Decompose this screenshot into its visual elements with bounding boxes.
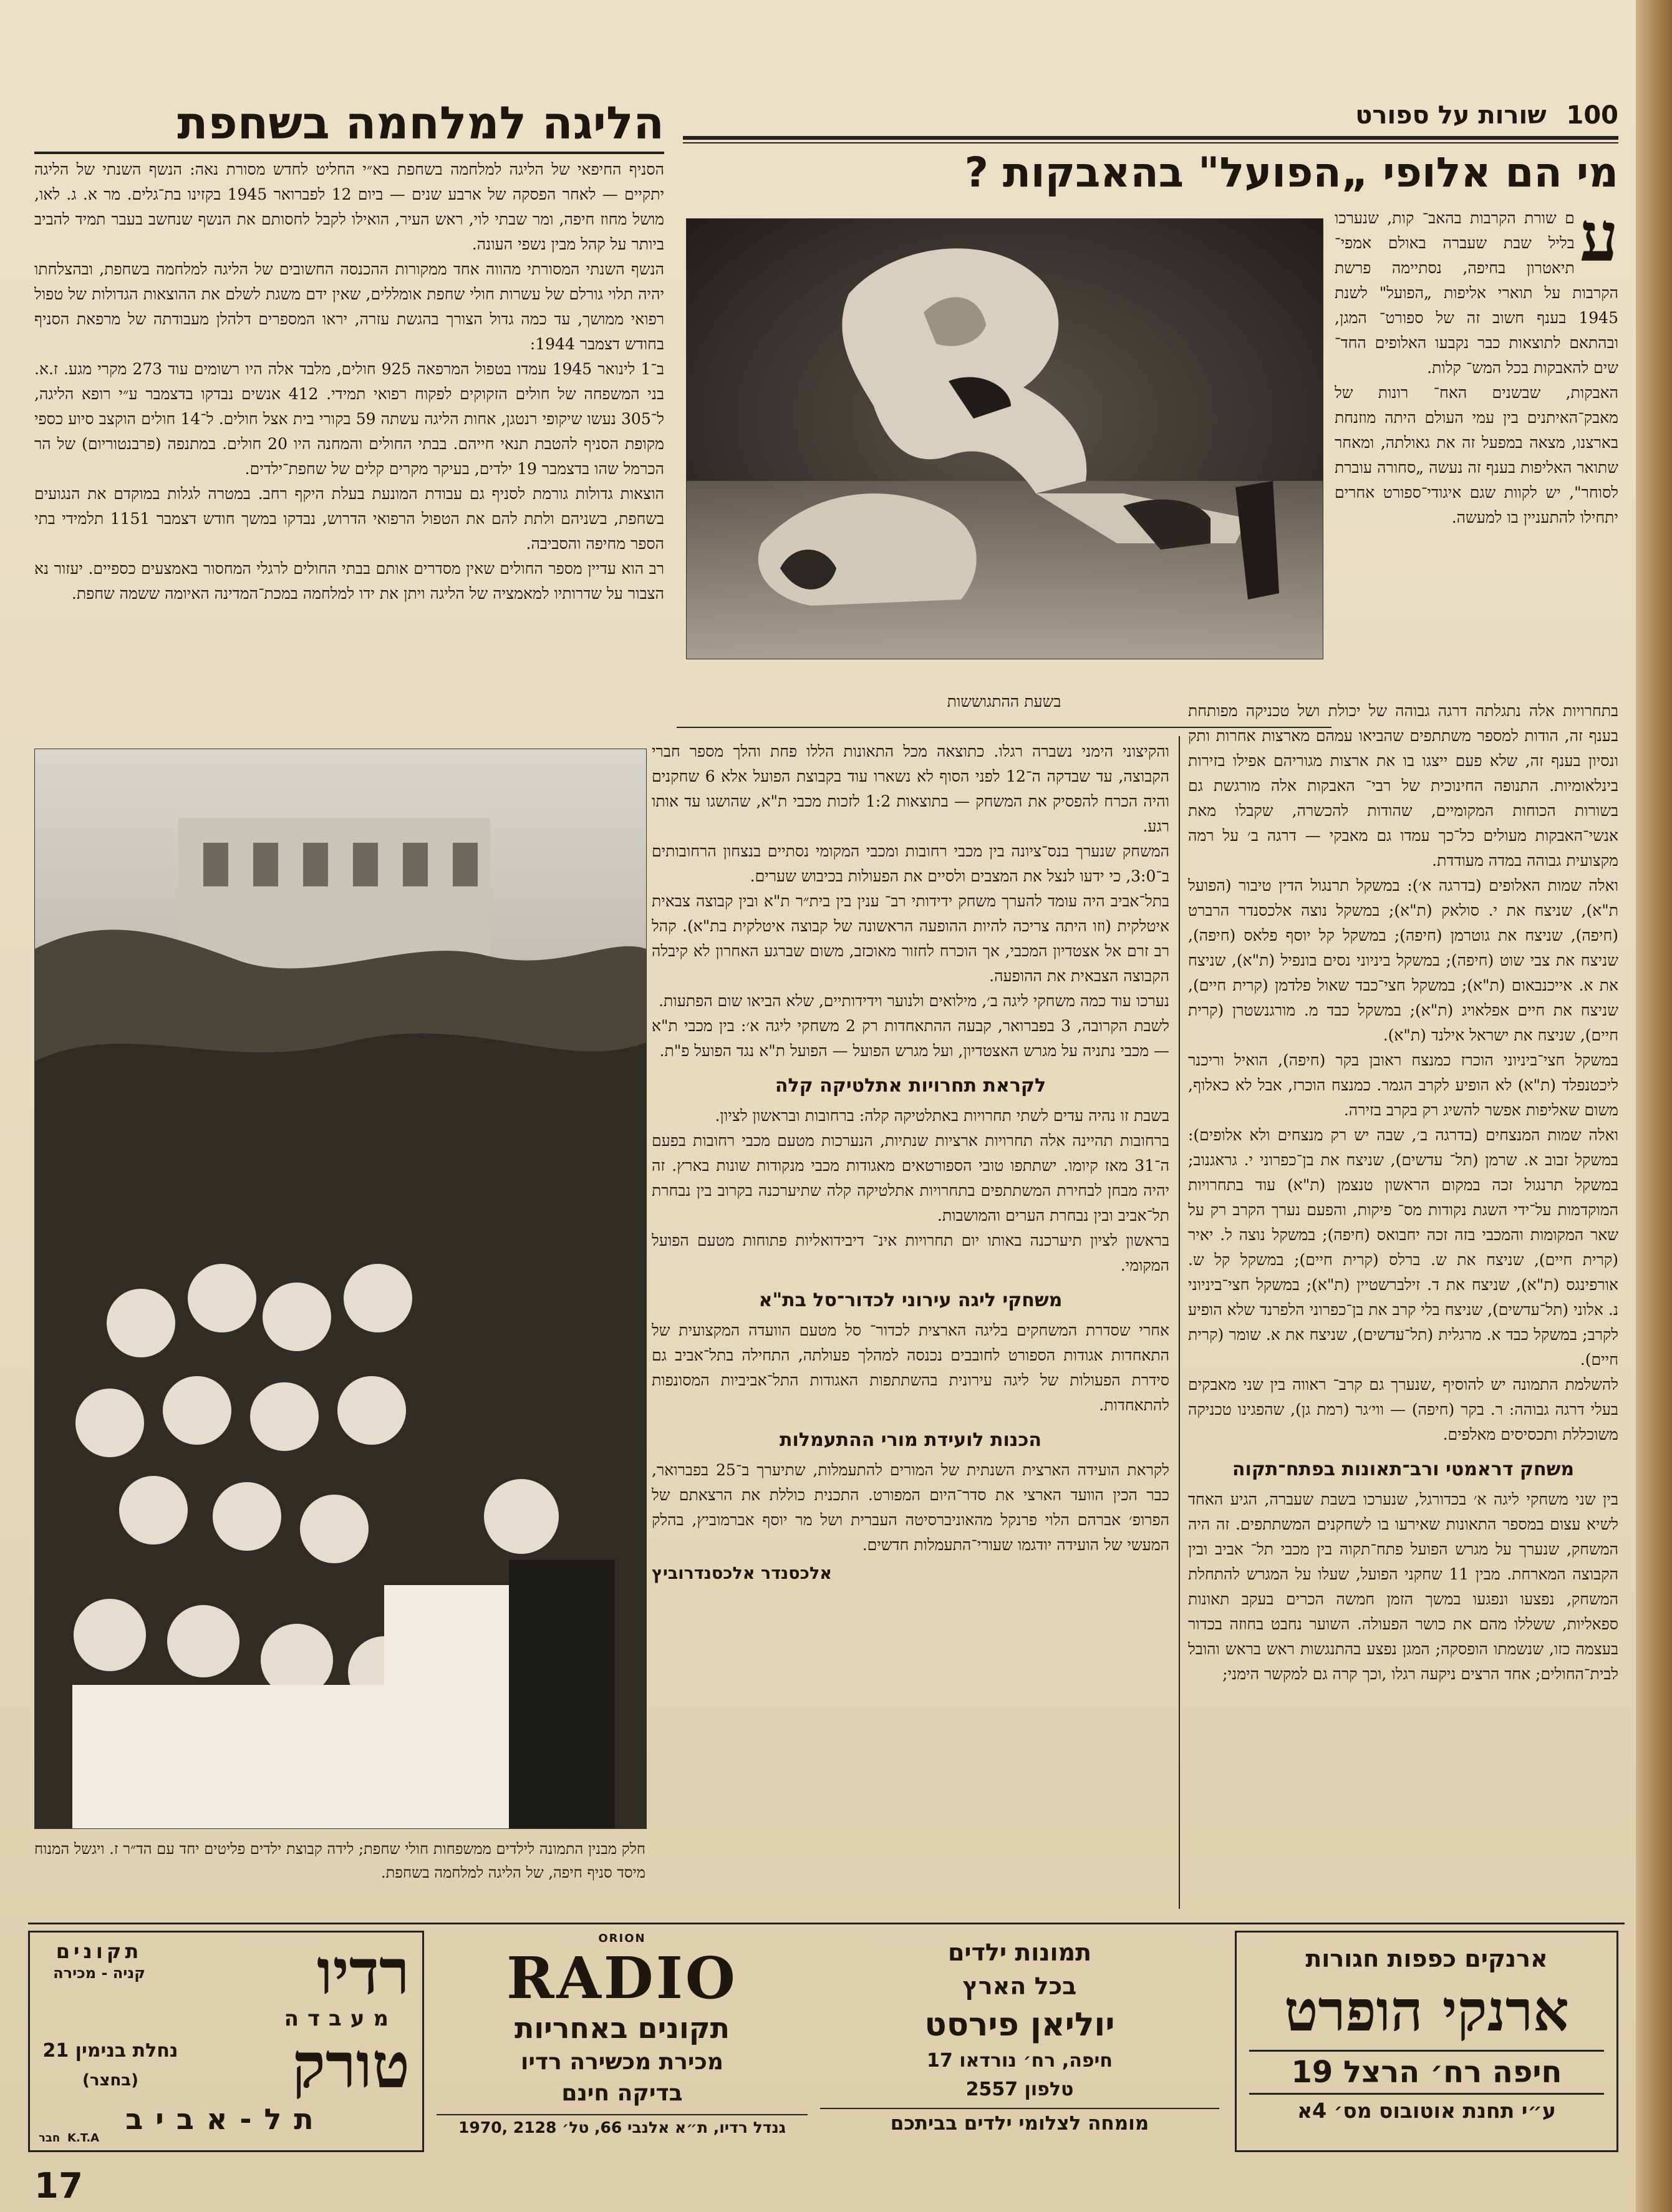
ad-first-photo xyxy=(820,1931,1219,2152)
subheading-petah-tikva: משחק דראמטי ורב־תאונות בפתח־תקוה xyxy=(1232,1458,1575,1480)
wrestling-photo-caption: בשעת ההתגוששות xyxy=(947,692,1061,711)
ad-hoffert xyxy=(1235,1931,1618,2152)
header-section: שורות על ספורט xyxy=(1355,101,1547,130)
article-author: אלכסנדר אלכסנדרוביץ xyxy=(652,1564,832,1583)
ad-radio-brand-small: ORION xyxy=(598,1932,646,1945)
subheading-teachers: הכנות לועידת מורי ההתעמלות xyxy=(780,1429,1041,1451)
wrestling-para: האבקות, שבשנים האח־ רונות של מאבק־האיתנים בין עמי העולם היתה מוזנחת בארצנו, מצאה במפעל זה את גאולתה, ומאחר שתואר האליפות בענף זה נעשה „סחורה עוברת לסוחר", יש לקוות שגם איגודי־ספורט אחרים יתחילו להתעניין בו למעשה. xyxy=(1335,384,1618,526)
sports-para: נערכו עוד כמה משחקי ליגה ב׳, מילואים ולנוער וידידותיים, שלא הביאו שום הפתעות. xyxy=(659,992,1169,1010)
wrestling-para: ם שורת הקרבות בהאב־ קות, שנערכו בליל שבת שעברה באולם אמפי־ תיאטרון בחיפה, נסתיימה פרשת הקרבות על תוארי אליפות „הפועל" לשנת 1945 בענף חשוב זה של ספורט־ המגן, ובהתאם לתוצאות כבר נקבעו האלופים החד־ שים להאבקות בכל המש־ קלות. xyxy=(1335,209,1618,377)
section-header xyxy=(1307,94,1618,137)
sports-para: בשבת זו נהיה עדים לשתי תחרויות באתלטיקה קלה: ברחובות ובראשון לציון. xyxy=(715,1107,1169,1125)
ad-hoffert-bus: ע״י תחנת אוטובוס מס׳ 4א xyxy=(1297,2098,1556,2123)
wrestling-para: בין שני משחקי ליגה א׳ בכדורגל, שנערכו בשבת שעברה, הגיע האחד לשיא עצום במספר התאונות שאירעו בו לשחקנים המשתתפים. זה היה המשחק, שנערך על מגרש הפועל פתח־תקוה בין מכבי תל־ אביב ובין הקבוצה המארחת. מבין 11 שחקני הפועל, שעלו על המגרש להתחלת המשחק, נפצעו ונפגעו במשך הזמן חמשה הכרים בעקב תאונות ספאליות, ששללו מהם את כושר הפעולה. השוער נחבט בחוזה בכדור בעצמה כזו, שנשמתו הופסקה; המגן נפצע בהתנגשות ראש בראש והובל לבית־החולים; אחד הרצים ניקעה רגלו ,וכך קרה גם למקשר הימני; xyxy=(1188,1490,1618,1683)
wrestling-column-right xyxy=(1335,206,1618,699)
tb-para: הסניף החיפאי של הליגה למלחמה בשחפת בא״י החליט לחדש מסורת נאה: הנשף השנתי של הליגה יתקיים — לאחר הפסקה של ארבע שנים — ביום 12 לפברואר 1945 בקזינו בת־גלים. מר א. ג. לאו, מושל מחוז חיפה, ומר שבתי לוי, ראש העיר, הואילו לקבל לחסותם את הנשף שנחשב בעבר תמיד להביב ביותר על קהל מבין נשפי העונה. xyxy=(34,160,664,253)
ad-turk-yard: (בחצר) xyxy=(82,2071,139,2090)
ad-radio-sales: מכירת מכשירה רדיו xyxy=(521,2049,723,2075)
wrestling-para: במשקל חצי־ביניוני הוכרז כמנצח ראובן בקר (חיפה), הואיל וריכנר ליכטנפלד (ת"א) לא הופיע לקרב הגמר. כמנצח הוכרז, אבל לא כאלוף, משום שאליפות אפשר להשיג רק בקרב בזירה. xyxy=(1188,1051,1618,1119)
subheading-league: משחקי ליגה עירוני לכדור־סל בת"א xyxy=(758,1289,1063,1311)
tb-para: הוצאות גדולות גורמת לסניף גם עבודת המונעת בעלת היקף רחב. במטרה לגלות במוקדם את הנגועים בשחפת, בשניהם ולתת להם את הטפול הרפואי הדרוש, נבדקו במשך חודש דצמבר 1151 תלמידי בתי הספר מחיפה והסביבה. xyxy=(34,485,664,553)
page-edge xyxy=(1636,0,1672,2212)
ad-turk-line: תקונים xyxy=(56,1939,143,1963)
subheading-athletics: לקראת תחרויות אתלטיקה קלה xyxy=(775,1075,1046,1097)
ad-turk-line: קניה - מכירה xyxy=(53,1964,145,1982)
ad-turk-radio: רדיו xyxy=(316,1935,410,2009)
header-rule xyxy=(683,136,1618,140)
ad-radio-check: בדיקה חינם xyxy=(561,2080,683,2106)
wrestling-photo-svg xyxy=(687,219,1323,659)
header-rule-thin xyxy=(683,142,1618,143)
sports-para: לקראת הועידה הארצית השנתית של המורים להתעמלות, שתיערך ב־25 בפברואר, כבר הכין הוועד הארצי את סדר־היום המפורט. התכנית כוללת את הרצאתם של הפרופ׳ אברהם הלוי פרנקל מהאוניברסיטה העברית ושל מר יוסף אברמוביץ, בהלק המעשי של הועידה יודגמו שעורי־התעמלות חדשים. xyxy=(652,1461,1169,1554)
article-title-tuberculosis: הליגה למלחמה בשחפת xyxy=(177,97,664,149)
wrestling-para: ואלה שמות האלופים (בדרגה א׳): במשקל תרנגול הדין טיבור (הפועל ת"א), שניצח את י. סולאק (ת"א); במשקל נוצה אלכסנדר הרברט (חיפה), שניצח את גוטרמן (חיפה); במשקל קל יוסף פלאס (חיפה), שניצח את צבי שוט (חיפה); במשקל ביניוני נסים בונפיל (ת"א), שניצח את א. אייכנבאום (ת"א); במשקל חצי־כבד שאול פלדמן (קרית חיים), שניצח את חיים אפלאויג (ת"א); במשקל כבד מ. מורגנשטרן (קרית חיים), שניצח את ישראל אילנד (ת"א). xyxy=(1188,876,1618,1044)
wrestling-para: ואלה שמות המנצחים (בדרגה ב׳, שבה יש רק מנצחים ולא אלופים): במשקל זבוב א. שרמן (תל־ עדשים), שניצח את בן־כפרוני י. גראגנוב; במשקל תרנגול זכה במקום הראשון טנצמן (ת"א) עוד בתחרויות המוקדמות על־ידי השגת נקודות מס־ פיקות, והפעם נערך הקרב רק על שאר המקומות והמכבי בזה זכה יחבואס (חיפה); במשקל נוצה ל. יאיר (קרית חיים), שניצח את ש. ברלס (קרית חיים); במשקל קל ש. אורפינגס (ת"א), שניצח את ד. זילברשטיין (ת"א); במשקל חצי־ביניוני נ. אלוני (תל־עדשים), שניצח בלי קרב את בן־כפרוני הלפרנד שלא הופיע לקרב; במשקל כבד א. מרגלית (תל־עדשים), שניצח את א. שומר (קרית חיים). xyxy=(1188,1126,1618,1369)
left-title-rule xyxy=(34,152,664,154)
ad-hoffert-address: חיפה רח׳ הרצל 19 xyxy=(1249,2050,1604,2095)
page-number: 17 xyxy=(34,2166,83,2206)
ad-first-phone: טלפון 2557 xyxy=(965,2079,1074,2100)
ad-turk-city: תל-אביב xyxy=(125,2102,326,2136)
ad-radio-logo: RADIO xyxy=(506,1944,738,2012)
wrestling-photo xyxy=(686,218,1323,659)
ad-radio-turk xyxy=(28,1931,424,2152)
column-rule xyxy=(1179,736,1180,1909)
ads-top-rule xyxy=(28,1923,1625,1924)
group-photo xyxy=(34,749,647,1829)
sports-para: לשבת הקרובה, 3 בפברואר, קבעה ההתאחדות רק 2 משחקי ליגה א׳: בין מכבי ת"א — מכבי נתניה על מגרש האצטדיון, ועל מגרש הפועל — הפועל ת"א נגד הפועל פ"ת. xyxy=(652,1017,1169,1060)
ad-hoffert-name: ארנקי הופרט xyxy=(1284,1978,1569,2044)
header-number: 100 xyxy=(1566,101,1618,130)
article-title-wrestling: מי הם אלופי „הפועל" בהאבקות ? xyxy=(964,148,1618,196)
ad-turk-lab: מעבדה xyxy=(284,2006,397,2031)
ad-radio-address: גנדל רדיו, ת״א אלנבי 66, טל׳ 2128 ,1970 xyxy=(437,2114,808,2140)
ad-turk-member: חבר xyxy=(39,2132,60,2145)
ad-first-tagline: מומחה לצלומי ילדים בביתכם xyxy=(820,2108,1219,2138)
ad-turk-address: נחלת בנימין 21 xyxy=(42,2040,178,2062)
sports-para: בראשון לציון תיערכנה באותו יום תחרויות אינ־ דיבידואליות פתוחות מטעם הפועל המקומי. xyxy=(652,1231,1169,1274)
sports-column-middle xyxy=(652,739,1169,1906)
tb-para: רב הוא עדיין מספר החולים שאין מסדרים אותם בבתי החולים לרגלי המחסור באמצעים כספיים. יעזור נא הצבור על שדרותיו למאמציה של הליגה ויתן את ידו למלחמה במכת־המדינה האיומה ששמה שחפת. xyxy=(34,560,664,603)
ad-hoffert-line: ארנקים כפפות חגורות xyxy=(1305,1945,1548,1972)
ad-turk-kta: K.T.A xyxy=(67,2132,100,2145)
ad-radio-orion xyxy=(437,1931,808,2152)
drop-cap: ע xyxy=(1579,206,1618,277)
sports-para: המשחק שנערך בנס־ציונה בין מכבי רחובות ומכבי המקומי נסתיים בנצחון הרחובותים ב־3:0, כי ידעו לנצל את המצבים ולסיים את הפעולות בכיבוש שערים. xyxy=(652,842,1169,885)
tb-para: ב־1 לינואר 1945 עמדו בטפול המרפאה 925 חולים, מלבד אלה היו רשומים עוד 273 מקרי מגע. ז.א. בני המשפחה של חולים הזקוקים לפקוח רפואי תמידי. 412 אנשים נבדקו בדצמבר ע״י רופא הליגה, ל־305 נעשו שיקופי רנטגן, אחות הליגה עשתה 59 בקורי בית אצל חולים. ל־14 חולים הוקצב סיוע כספי מקופת הסניף להטבת תנאי חייהם. בבתי החולים והמחנה היו 20 חולים. במתנפה (פרבנטוריום) של הר הכרמל שהו בדצמבר 19 ילדים, בעיקר מקרים קלים של שחפת־ילדים. xyxy=(34,360,664,478)
wrestling-column-right-lower xyxy=(1188,699,1618,1918)
wrestling-para: בתחרויות אלה נתגלתה דרגה גבוהה של יכולת ושל טכניקה מפותחת בענף זה, הודות למספר משתתפים שהביאו עמהם מארצות אחרות ותק ונסיון בענף זה, שלא פעם ייצגו בו את ארצות מגוריהם אפילו בזירות בינלאומיות. התנופה החינוכית של רבי־ האבקות אלה מורגשת גם בשורות הכוחות המקומיים, שהודות להכשרה, שקבלו מאת אנשי־האבקות מעולים כל־כך עמדו גם מאבקי — דרגה ב׳ על רמה מקצועית גבוהה במדה מעודדת. xyxy=(1188,702,1618,870)
ad-first-line: בכל הארץ xyxy=(962,1972,1077,2000)
wrestling-para: להשלמת התמונה יש להוסיף ,שנערך גם קרב־ ראווה בין שני מאבקים בעלי דרגה גבוהה: ר. בקר (חיפה) — ווי׳גר (רמת גן), שהפגינו טכניקה משוכללת ותכסיסים מאלפים. xyxy=(1188,1375,1618,1443)
tuberculosis-article-body xyxy=(34,157,664,747)
ad-first-address: חיפה, רח׳ נורדאו 17 xyxy=(927,2050,1113,2072)
ad-radio-service: תקונים באחריות xyxy=(514,2011,730,2045)
sports-para: והקיצוני הימני נשברה רגלו. כתוצאה מכל התאונות הללו פחת והלך מספר חברי הקבוצה, עד שבדקה ה־12 לפני הסוף לא נשארו עוד בקבוצת הפועל אלא 6 שחקנים והיה הכרח להפסיק את המשחק — בתוצאות 1:2 לזכות מכבי ת"א, שהושגו עד אותו רגע. xyxy=(652,742,1169,835)
sports-para: ברחובות תהיינה אלה תחרויות ארציות שנתיות, הנערכות מטעם מכבי רחובות בפעם ה־31 מאז קיומו. ישתתפו טובי הספורטאים מאגודות מכבי מנקודות שונות בארץ. זה יהיה מבחן לבחירת המשתתפים בתחרויות אתלטיקה קלה שתיערכנה בקרוב בין נבחרת תל־אביב ובין נבחרת הערים והמושבות. xyxy=(652,1132,1169,1225)
tb-para: הנשף השנתי המסורתי מהווה אחד ממקורות ההכנסה החשובים של הליגה למלחמה בשחפת, ובהצלחתו יהיה תלוי גורלם של עשרות חולי שחפת אומללים, שאין ידם משגת לשלם את ההוצאות הגדולות של טפול רפואי ממושך, עד כמה גדול הצורך בהגשת עזרה, יראו המספרים דלהלן מעבודתה של מרפאת הסניף בחודש דצמבר 1944: xyxy=(34,260,664,353)
sports-para: אחרי שסדרת המשחקים בליגה הארצית לכדור־ סל מטעם הוועדה המקצועית של התאחדות אגודות הספורט לחובבים נכנסה למהלך פעולתה, התחילה בתל־אביב גם סידרת הפעולות של ליגה עירונית בהשתתפות האגודות התל־אביביות המסונפות להתאחדות. xyxy=(652,1321,1169,1414)
ad-first-name: יוליאן פירסט xyxy=(924,2006,1115,2044)
group-photo-svg xyxy=(35,749,646,1828)
sports-para: בתל־אביב היה עומד להערך משחק ידידותי רב־ ענין בין בית״ר ת"א ובין קבוצה צבאית איטלקית (וזו היתה צריכה להיות ההופעה הראשונה של קבוצה איטלקית בת"א). קהל רב זרם אל אצטדיון המכבי, אך הוכרח לחזור מאוכזב, משום שברגע האחרון לא קיבלה הקבוצה הצבאית את ההופעה. xyxy=(652,892,1169,985)
group-photo-caption: חלק מבנין התמונה לילדים ממשפחות חולי שחפת; לידה קבוצת ילדים פליטים יחד עם הד״ר ז. ויגשל המנוח מיסד סניף חיפה, של הליגה למלחמה בשחפת. xyxy=(34,1840,645,1881)
ad-first-line: תמונות ילדים xyxy=(947,1939,1092,1966)
ad-turk-name: טורק xyxy=(292,2029,410,2102)
